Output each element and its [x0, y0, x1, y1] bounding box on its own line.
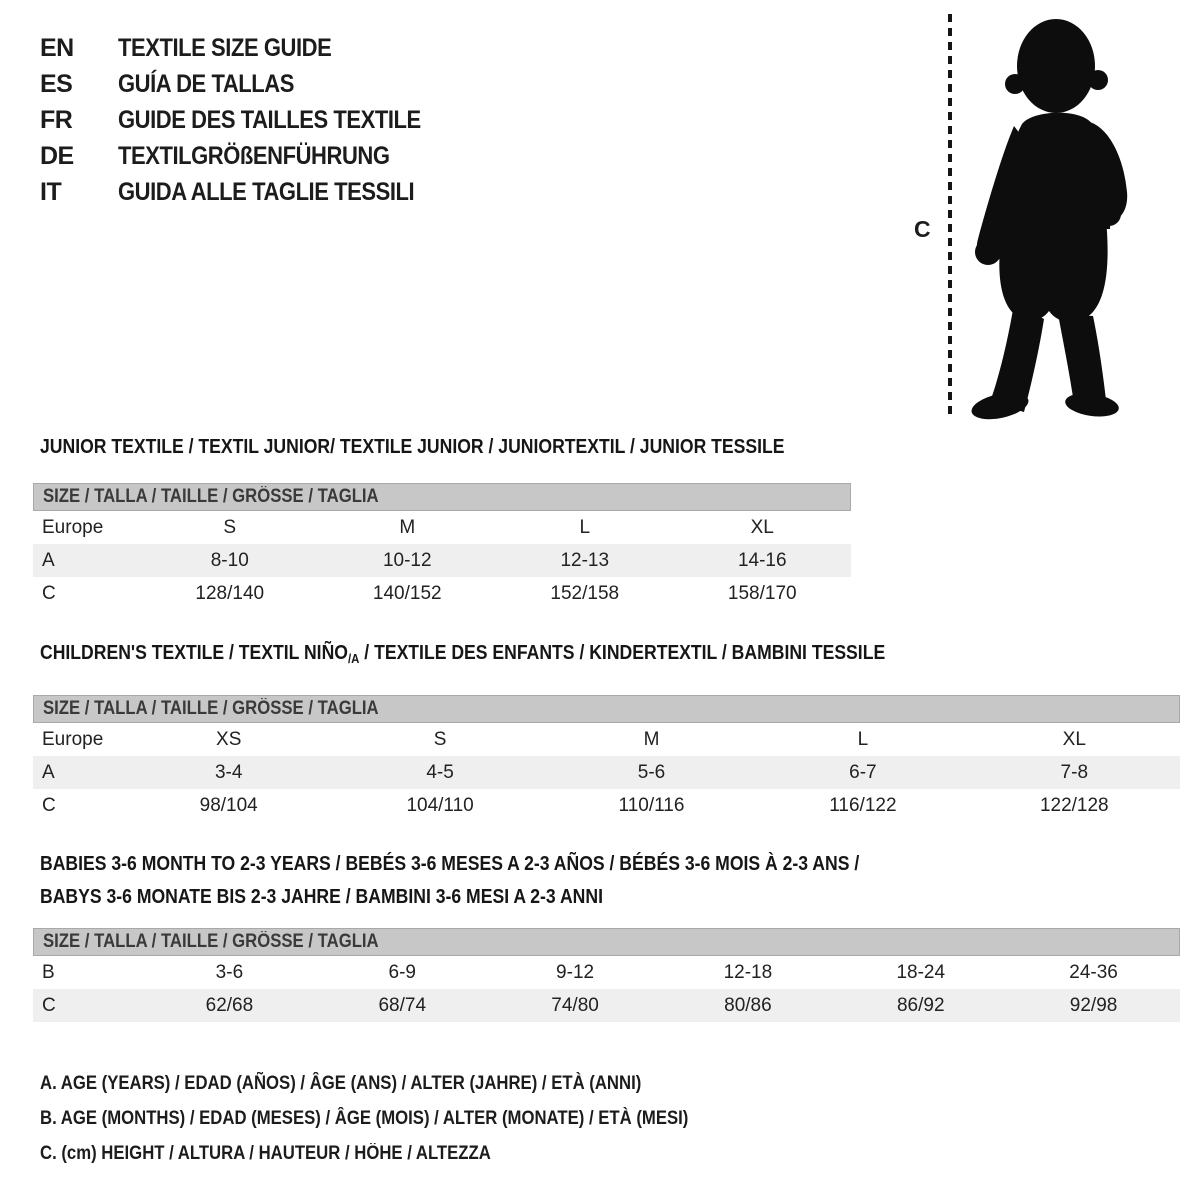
value-cell: 140/152: [372, 582, 442, 604]
table-row-age: [33, 544, 851, 577]
babies-section-heading: [40, 848, 1180, 914]
section-junior-textile: [33, 436, 851, 610]
language-row-es: [40, 66, 462, 102]
height-dashed-line: [948, 14, 952, 418]
value-cell: 74/80: [551, 994, 599, 1016]
size-cell: M: [399, 516, 416, 538]
value-cell: 6-9: [388, 961, 416, 983]
value-cell: 62/68: [205, 994, 254, 1016]
table-row-months: [33, 956, 1180, 989]
value-cell: 10-12: [382, 549, 432, 571]
babies-heading-line1: BABIES 3-6 MONTH TO 2-3 YEARS / BEBÉS 3-6 MESES A 2-3 AÑOS / BÉBÉS 3-6 MOIS À 2-3 ANS /: [40, 853, 860, 875]
row-label: C: [42, 582, 56, 604]
row-label: B: [42, 961, 55, 983]
language-title: TEXTILE SIZE GUIDE: [118, 33, 332, 62]
size-header-text: SIZE / TALLA / TAILLE / GRÖSSE / TAGLIA: [43, 486, 379, 507]
value-cell: 98/104: [199, 794, 258, 816]
table-row-europe: [33, 511, 851, 544]
value-cell: 8-10: [210, 549, 249, 571]
junior-size-table: [33, 483, 851, 610]
junior-section-heading: [40, 436, 851, 459]
language-code: FR: [40, 105, 73, 134]
toddler-silhouette-icon: [956, 14, 1140, 420]
table-row-europe: [33, 723, 1180, 756]
value-cell: 122/128: [1039, 794, 1109, 816]
size-header-text: SIZE / TALLA / TAILLE / GRÖSSE / TAGLIA: [43, 931, 379, 952]
row-label: C: [42, 994, 56, 1016]
children-heading-sub: /A: [347, 651, 360, 666]
language-code: IT: [40, 177, 62, 206]
note-text: B. AGE (MONTHS) / EDAD (MESES) / ÂGE (MOIS) / ALTER (MONATE) / ETÀ (MESI): [40, 1108, 689, 1129]
children-heading-prefix: CHILDREN'S TEXTILE / TEXTIL NIÑO: [40, 642, 348, 664]
language-title-list: [40, 30, 462, 210]
row-label: Europe: [42, 516, 104, 538]
size-cell: S: [433, 728, 447, 750]
value-cell: 12-18: [723, 961, 773, 983]
babies-size-table: [33, 928, 1180, 1022]
table-row-height: [33, 577, 851, 610]
language-title: TEXTILGRÖßENFÜHRUNG: [118, 141, 390, 170]
children-section-heading: [40, 642, 1180, 670]
table-size-header: [33, 695, 1180, 723]
value-cell: 18-24: [896, 961, 946, 983]
value-cell: 92/98: [1069, 994, 1118, 1016]
value-cell: 152/158: [550, 582, 620, 604]
size-header-text: SIZE / TALLA / TAILLE / GRÖSSE / TAGLIA: [43, 698, 379, 719]
language-row-it: [40, 174, 462, 210]
size-cell: L: [579, 516, 591, 538]
table-row-height: [33, 789, 1180, 822]
table-row-age: [33, 756, 1180, 789]
table-size-header: [33, 483, 851, 511]
note-text: A. AGE (YEARS) / EDAD (AÑOS) / ÂGE (ANS) / ALTER (JAHRE) / ETÀ (ANNI): [40, 1073, 642, 1094]
value-cell: 128/140: [195, 582, 265, 604]
height-measure-label: C: [914, 216, 931, 242]
language-row-de: [40, 138, 462, 174]
table-row-height: [33, 989, 1180, 1022]
size-cell: XL: [1062, 728, 1086, 750]
size-cell: M: [643, 728, 660, 750]
language-title: GUIDA ALLE TAGLIE TESSILI: [118, 177, 415, 206]
children-heading-suffix: / TEXTILE DES ENFANTS / KINDERTEXTIL / BAMBINI TESSILE: [359, 642, 886, 664]
children-size-table: [33, 695, 1180, 822]
table-size-header: [33, 928, 1180, 956]
value-cell: 3-4: [214, 761, 243, 783]
children-heading-text: [40, 642, 885, 670]
language-code: ES: [40, 69, 73, 98]
note-text: C. (cm) HEIGHT / ALTURA / HAUTEUR / HÖHE / ALTEZZA: [40, 1143, 491, 1164]
junior-heading-text: JUNIOR TEXTILE / TEXTIL JUNIOR/ TEXTILE JUNIOR / JUNIORTEXTIL / JUNIOR TESSILE: [40, 436, 785, 458]
value-cell: 12-13: [560, 549, 610, 571]
babies-heading-line2: BABYS 3-6 MONATE BIS 2-3 JAHRE / BAMBINI 3-6 MESI A 2-3 ANNI: [40, 886, 603, 908]
row-label: A: [42, 761, 55, 783]
language-title: GUIDE DES TAILLES TEXTILE: [118, 105, 421, 134]
value-cell: 80/86: [724, 994, 772, 1016]
row-label: Europe: [42, 728, 104, 750]
value-cell: 3-6: [215, 961, 244, 983]
note-height-cm: [40, 1136, 777, 1171]
value-cell: 24-36: [1069, 961, 1118, 983]
value-cell: 158/170: [727, 582, 797, 604]
value-cell: 4-5: [426, 761, 454, 783]
language-code: EN: [40, 33, 74, 62]
value-cell: 104/110: [406, 794, 474, 816]
note-age-years: [40, 1066, 777, 1101]
value-cell: 110/116: [618, 794, 685, 816]
value-cell: 6-7: [849, 761, 877, 783]
value-cell: 7-8: [1060, 761, 1089, 783]
row-label: C: [42, 794, 56, 816]
value-cell: 116/122: [829, 794, 897, 816]
value-cell: 14-16: [737, 549, 787, 571]
value-cell: 68/74: [378, 994, 427, 1016]
value-cell: 86/92: [896, 994, 945, 1016]
legend-notes: [40, 1066, 777, 1171]
section-childrens-textile: [33, 642, 1180, 822]
size-cell: S: [223, 516, 237, 538]
language-title: GUÍA DE TALLAS: [118, 69, 294, 98]
language-row-fr: [40, 102, 462, 138]
note-age-months: [40, 1101, 777, 1136]
value-cell: 5-6: [637, 761, 666, 783]
row-label: A: [42, 549, 55, 571]
size-cell: XL: [750, 516, 774, 538]
size-cell: XS: [216, 728, 242, 750]
language-code: DE: [40, 141, 74, 170]
language-row-en: [40, 30, 462, 66]
size-cell: L: [857, 728, 869, 750]
section-babies: [33, 848, 1180, 1022]
value-cell: 9-12: [556, 961, 595, 983]
